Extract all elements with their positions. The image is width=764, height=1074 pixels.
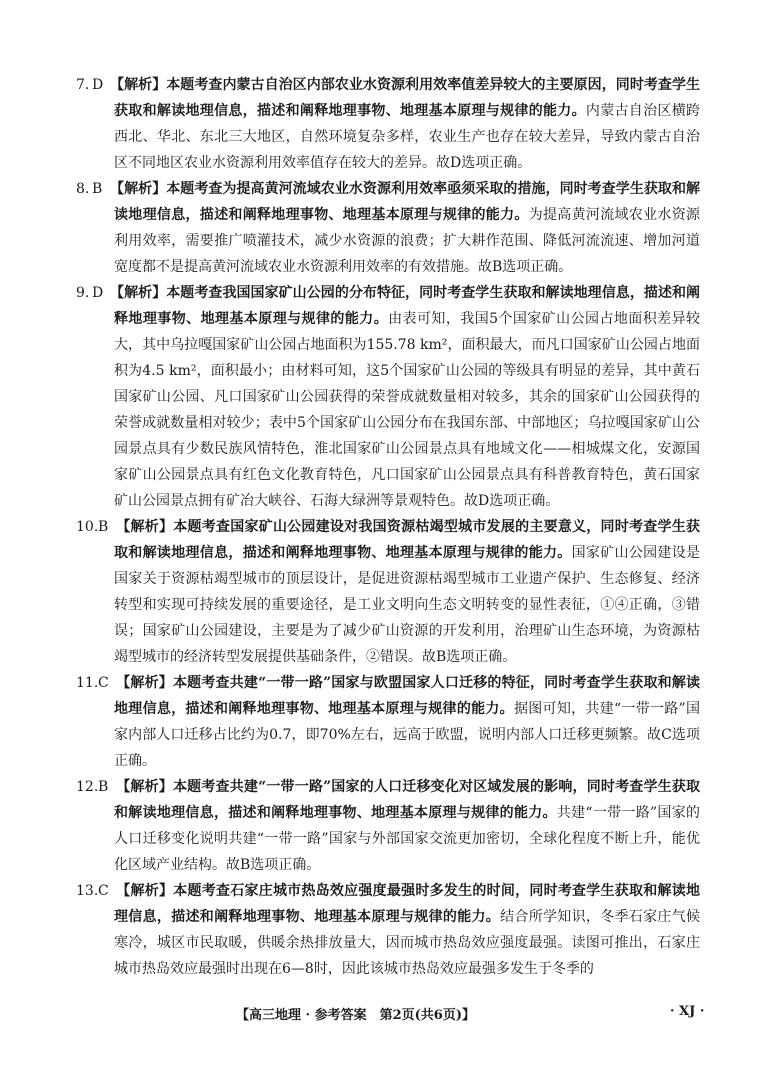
analysis-tag: 【解析】 — [116, 883, 174, 899]
answer-letter: B — [98, 519, 109, 535]
question-stem: 本题考查我国国家矿山公园的分布特征，同时考查学生获取和解读地理信息，描述和阐释地理事物、地理基本原理与规律的能力。 — [114, 285, 701, 327]
analysis-tag: 【解析】 — [116, 675, 173, 691]
footer-edition-code: · XJ · — [670, 1004, 705, 1019]
analysis-tag: 【解析】 — [116, 779, 173, 795]
answer-item-7 — [76, 72, 700, 176]
question-stem: 本题考查国家矿山公园建设对我国资源枯竭型城市发展的主要意义，同时考查学生获取和解读地理信息，描述和阐释地理事物、地理基本原理与规律的能力。 — [114, 519, 701, 561]
analysis-body: 共建“一带一路”国家的人口迁移变化说明共建“一带一路”国家与外部国家交流更加密切，全球化程度不断上升，能优化区域产业结构。故B选项正确。 — [114, 805, 700, 873]
question-number: 11. — [76, 675, 99, 691]
question-number: 13. — [76, 883, 99, 899]
footer-page-info: 【高三地理 · 参考答案 第2页(共6页)】 — [236, 1008, 475, 1023]
analysis-tag: 【解析】 — [116, 519, 174, 535]
analysis-tag: 【解析】 — [110, 285, 167, 301]
question-stem: 本题考查为提高黄河流域农业水资源利用效率亟须采取的措施，同时考查学生获取和解读地理信息，描述和阐释地理事物、地理基本原理与规律的能力。 — [114, 181, 701, 223]
answer-letter: D — [92, 285, 104, 301]
question-stem: 本题考查共建“一带一路”国家与欧盟国家人口迁移的特征，同时考查学生获取和解读地理信息，描述和阐释地理事物、地理基本原理与规律的能力。 — [114, 675, 701, 717]
question-number: 8. — [76, 181, 90, 197]
analysis-body: 据图可知，共建“一带一路”国家内部人口迁移占比约为0.7，即70%左右，远高于欧盟，说明内部人口迁移更频繁。故C选项正确。 — [114, 701, 700, 769]
answer-letter: D — [92, 77, 104, 93]
question-stem: 本题考查石家庄城市热岛效应强度最强时多发生的时间，同时考查学生获取和解读地理信息，描述和阐释地理事物、地理基本原理与规律的能力。 — [114, 883, 701, 925]
answer-item-10 — [76, 514, 700, 670]
answer-item-12 — [76, 774, 700, 878]
question-stem: 本题考查内蒙古自治区内部农业水资源利用效率值差异较大的主要原因，同时考查学生获取和解读地理信息，描述和阐释地理事物、地理基本原理与规律的能力。 — [114, 77, 701, 119]
question-number: 9. — [76, 285, 90, 301]
analysis-body: 由表可知，我国5个国家矿山公园占地面积差异较大，其中乌拉嘎国家矿山公园占地面积为155.78 km²，面积最大，而凡口国家矿山公园占地面积为4.5 km²，面积最小；由材料可知，这5个国家矿山公园的等级具有明显的差异，其中黄石国家矿山公园、凡口国家矿山公园获得的荣誉成就数量相对较多，其余的国家矿山公园获得的荣誉成就数量相对较少；表中5个国家矿山公园分布在我国东部、中部地区；乌拉嘎国家矿山公园景点具有少数民族风情特色，淮北国家矿山公园景点具有地域文化——相城煤文化，安源国家矿山公园景点具有红色文化教育特色，凡口国家矿山公园景点具有科普教育特色，黄石国家矿山公园景点拥有矿冶大峡谷、石海大绿洲等景观特色。故D选项正确。 — [114, 311, 701, 509]
question-number: 7. — [76, 77, 90, 93]
analysis-body: 结合所学知识，冬季石家庄气候寒冷，城区市民取暖，供暖余热排放量大，因而城市热岛效应强度最强。读图可推出，石家庄城市热岛效应最强时出现在6—8时，因此该城市热岛效应最强多发生于冬季的 — [114, 909, 701, 977]
answer-item-11 — [76, 670, 700, 774]
analysis-body: 内蒙古自治区横跨西北、华北、东北三大地区，自然环境复杂多样，农业生产也存在较大差异，导致内蒙古自治区不同地区农业水资源利用效率值存在较大的差异。故D选项正确。 — [114, 103, 701, 171]
analysis-body: 国家矿山公园建设是国家关于资源枯竭型城市的顶层设计，是促进资源枯竭型城市工业遗产保护、生态修复、经济转型和实现可持续发展的重要途径，是工业文明向生态文明转变的显性表征，①④正确，③错误；国家矿山公园建设，主要是为了减少矿山资源的开发利用，治理矿山生态环境，为资源枯竭型城市的经济转型发展提供基础条件，②错误。故B选项正确。 — [114, 545, 701, 665]
answer-letter: B — [92, 181, 103, 197]
question-number: 12. — [76, 779, 99, 795]
question-number: 10. — [76, 519, 99, 535]
answer-letter: C — [98, 675, 109, 691]
answer-item-8 — [76, 176, 700, 280]
answer-item-13 — [76, 878, 700, 982]
answer-list — [76, 72, 700, 982]
analysis-body: 为提高黄河流域农业水资源利用效率，需要推广喷灌技术，减少水资源的浪费；扩大耕作范围、降低河流流速、增加河道宽度都不是提高黄河流域农业水资源利用效率的有效措施。故B选项正确。 — [114, 207, 701, 275]
question-stem: 本题考查共建“一带一路”国家的人口迁移变化对区域发展的影响，同时考查学生获取和解读地理信息，描述和阐释地理事物、地理基本原理与规律的能力。 — [114, 779, 701, 821]
analysis-tag: 【解析】 — [110, 77, 167, 93]
answer-letter: C — [98, 883, 109, 899]
analysis-tag: 【解析】 — [110, 181, 167, 197]
answer-item-9 — [76, 280, 700, 514]
answer-letter: B — [98, 779, 109, 795]
page-footer — [0, 1004, 764, 1034]
